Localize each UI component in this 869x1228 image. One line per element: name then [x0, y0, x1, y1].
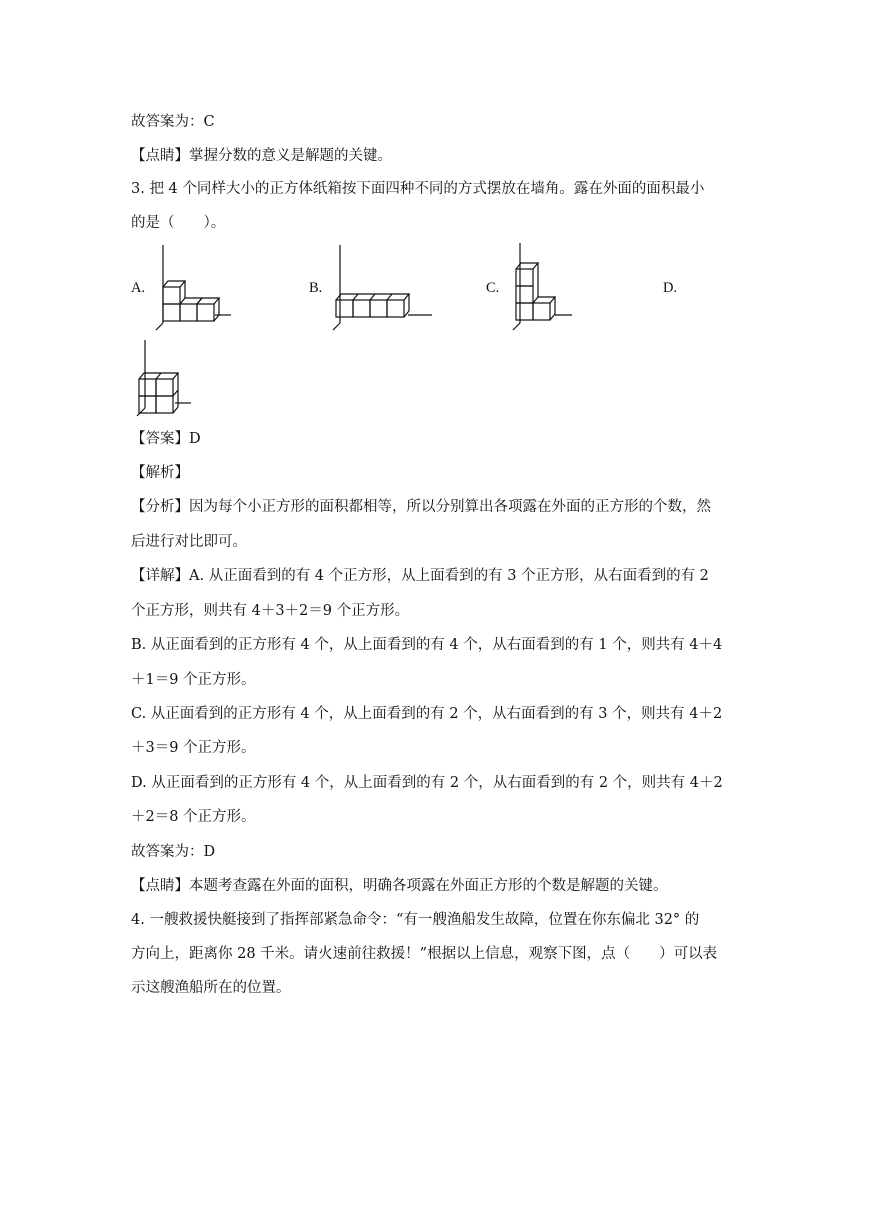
detail-text: C. 从正面看到的正方形有 4 个，从上面看到的有 2 个，从右面看到的有 3 个，则共有 4＋2	[131, 706, 723, 722]
detail-text: D. 从正面看到的正方形有 4 个，从上面看到的有 2 个，从右面看到的有 2 个，则共有 4＋2	[131, 775, 723, 791]
question-4-text: 4. 一艘救援快艇接到了指挥部紧急命令：“有一艘渔船发生故障，位置在你东偏北 32° 的	[131, 912, 700, 928]
detail-text: ＋2＝8 个正方形。	[131, 809, 256, 825]
figure-c-cubes	[510, 243, 580, 333]
analysis-text: 【分析】因为每个小正方形的面积都相等，所以分别算出各项露在外面的正方形的个数，然	[131, 499, 711, 515]
question-4-text: 示这艘渔船所在的位置。	[131, 980, 291, 996]
detail-text: ＋1＝9 个正方形。	[131, 672, 256, 688]
option-a-label: A.	[131, 280, 146, 296]
figure-a-cubes	[155, 245, 235, 330]
figure-d-cubes	[135, 340, 205, 420]
text-line: 【点睛】本题考查露在外面的面积，明确各项露在外面正方形的个数是解题的关键。	[131, 878, 668, 894]
option-b-label: B.	[309, 280, 323, 296]
figure-b-cubes	[332, 245, 437, 330]
detail-text: ＋3＝9 个正方形。	[131, 740, 256, 756]
analysis-text: 后进行对比即可。	[131, 534, 247, 550]
answer-label: 【答案】D	[131, 431, 201, 447]
question-3-text: 3. 把 4 个同样大小的正方体纸箱按下面四种不同的方式摆放在墙角。露在外面的面积最小	[131, 181, 705, 197]
question-4-text: 方向上，距离你 28 千米。请火速前往救援！”根据以上信息，观察下图，点（ ）可以表	[131, 946, 718, 962]
detail-text: B. 从正面看到的正方形有 4 个，从上面看到的有 4 个，从右面看到的有 1 个，则共有 4＋4	[131, 637, 723, 653]
question-3-text: 的是（ ）。	[131, 215, 226, 231]
option-c-label: C.	[486, 280, 500, 296]
analysis-heading: 【解析】	[131, 465, 189, 481]
text-line: 【点睛】掌握分数的意义是解题的关键。	[131, 148, 392, 164]
text-line: 故答案为：C	[131, 114, 215, 130]
detail-text: 【详解】A. 从正面看到的有 4 个正方形，从上面看到的有 3 个正方形，从右面看到的有 2	[131, 568, 709, 584]
text-line: 故答案为：D	[131, 844, 216, 860]
detail-text: 个正方形，则共有 4＋3＋2＝9 个正方形。	[131, 603, 410, 619]
option-d-label: D.	[663, 280, 678, 296]
